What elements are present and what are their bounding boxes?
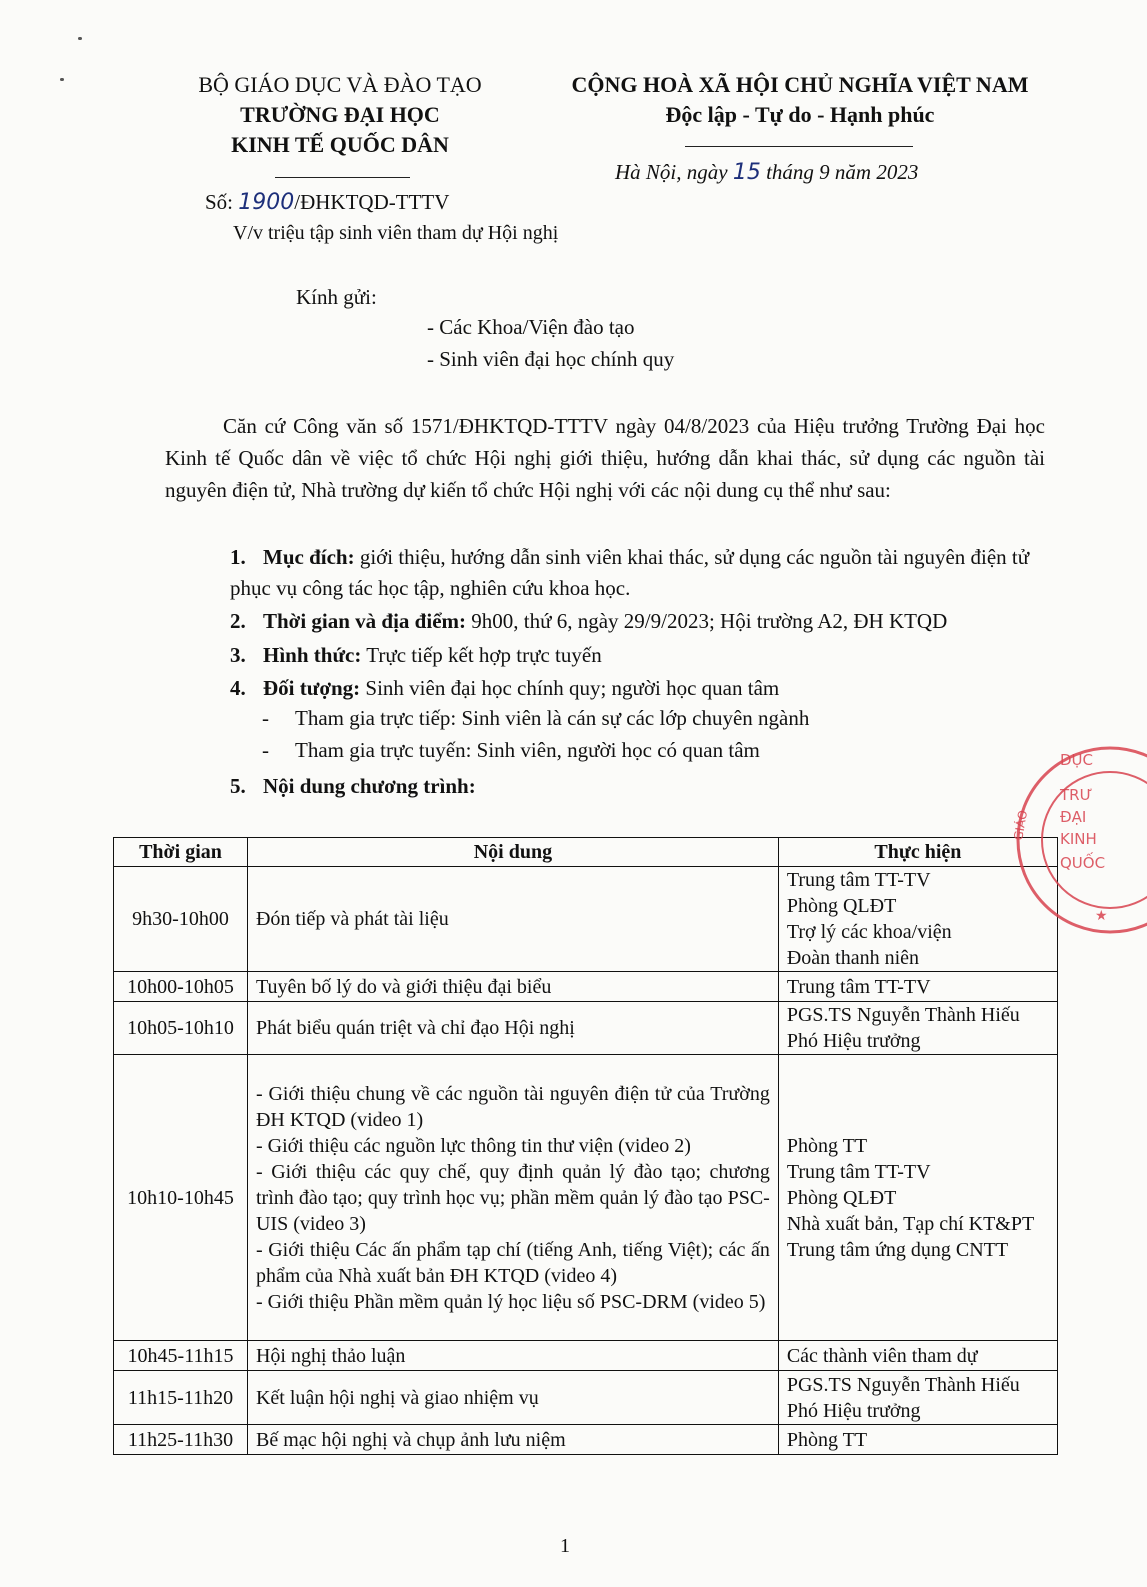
table-row	[114, 1371, 1058, 1425]
table-header-row	[114, 838, 1058, 867]
row-content	[247, 1341, 778, 1371]
row-time: 10h00-10h05	[114, 972, 248, 1002]
table-row	[114, 867, 1058, 972]
content-line: - Giới thiệu chung về các nguồn tài nguyên điện tử của Trường ĐH KTQD (video 1)	[255, 1082, 770, 1131]
row-time: 10h45-11h15	[114, 1341, 248, 1371]
content-line: Đón tiếp và phát tài liệu	[255, 908, 449, 930]
executor-line: Trung tâm TT-TV	[786, 869, 931, 891]
row-time: 10h10-10h45	[114, 1055, 248, 1341]
date-suffix: tháng 9 năm 2023	[766, 160, 919, 184]
seal-text: GIÁO	[1011, 809, 1031, 842]
content-line: Bế mạc hội nghị và chụp ảnh lưu niệm	[255, 1428, 566, 1451]
date-prefix: Hà Nội, ngày	[615, 160, 728, 184]
issuer-block	[170, 70, 510, 160]
item-label: Nội dung chương trình:	[263, 774, 476, 798]
row-time: 11h25-11h30	[114, 1425, 248, 1455]
numbered-item	[230, 771, 1060, 802]
table-row	[114, 1425, 1058, 1455]
page-number: 1	[560, 1535, 570, 1557]
content-line: - Giới thiệu Phần mềm quản lý học liệu số PSC-DRM (video 5)	[255, 1290, 766, 1313]
intro-paragraph	[165, 410, 1045, 506]
numbered-item	[230, 606, 1060, 637]
content-line: - Giới thiệu các nguồn lực thông tin thư viện (video 2)	[255, 1134, 691, 1157]
row-content	[247, 1055, 778, 1341]
row-content	[247, 867, 778, 972]
sub-item-text: Tham gia trực tuyến: Sinh viên, người học có quan tâm	[295, 738, 760, 762]
seal-text: KINH	[1060, 830, 1097, 848]
national-motto: Độc lập - Tự do - Hạnh phúc	[665, 102, 935, 127]
row-time: 10h05-10h10	[114, 1002, 248, 1055]
seal-text: DỤC	[1060, 751, 1094, 769]
content-line: Hội nghị thảo luận	[255, 1344, 406, 1367]
row-executor	[778, 972, 1057, 1002]
item-number: 4.	[230, 676, 246, 700]
item-text: Trực tiếp kết hợp trực tuyến	[361, 643, 602, 667]
item-label: Đối tượng:	[263, 676, 361, 700]
header-time: Thời gian	[114, 838, 248, 867]
executor-line: Trợ lý các khoa/viện	[786, 921, 952, 943]
issuer-underline	[275, 177, 410, 178]
seal-text: TRƯ	[1060, 786, 1093, 804]
seal-star-icon: ★	[1095, 908, 1108, 924]
doc-number-prefix: Số:	[205, 190, 234, 214]
university-name-line1: TRƯỜNG ĐẠI HỌC	[240, 102, 440, 127]
salutation: Kính gửi:	[296, 285, 377, 309]
recipient-item: - Các Khoa/Viện đào tạo	[427, 315, 635, 339]
seal-text: QUỐC	[1060, 854, 1106, 872]
item-text: Sinh viên đại học chính quy; người học quan tâm	[360, 676, 780, 700]
national-title: CỘNG HOÀ XÃ HỘI CHỦ NGHĨA VIỆT NAM	[571, 72, 1029, 97]
sub-item-dash: -	[262, 706, 269, 730]
document-number	[205, 190, 449, 215]
item-label: Mục đích:	[263, 545, 355, 569]
executor-line: Trung tâm ứng dụng CNTT	[786, 1238, 1009, 1261]
doc-number-suffix: /ĐHKTQD-TTTV	[294, 190, 450, 214]
executor-line: Phó Hiệu trưởng	[786, 1399, 921, 1422]
item-label: Thời gian và địa điểm:	[263, 609, 466, 633]
row-executor	[778, 1002, 1057, 1055]
executor-line: Phòng TT	[786, 1428, 868, 1451]
table-row	[114, 972, 1058, 1002]
intro-text: Căn cứ Công văn số 1571/ĐHKTQD-TTTV ngày 04/8/2023 của Hiệu trưởng Trường Đại học Kinh tế Quốc dân về việc tổ chức Hội nghị giới thiệu, hướng dẫn khai thác, sử dụng các nguồn tài nguyên điện tử, Nhà trường dự kiến tổ chức Hội nghị với các nội dung cụ thể như sau:	[165, 414, 1045, 502]
recipient-item: - Sinh viên đại học chính quy	[427, 347, 675, 371]
executor-line: Đoàn thanh niên	[786, 947, 920, 969]
executor-line: Nhà xuất bản, Tạp chí KT&PT	[786, 1212, 1035, 1235]
ministry-name: BỘ GIÁO DỤC VÀ ĐÀO TẠO	[198, 72, 482, 97]
executor-line: Phòng QLĐT	[786, 1186, 897, 1209]
official-seal-stamp	[1005, 740, 1147, 935]
table-row	[114, 1055, 1058, 1341]
sub-item-text: Tham gia trực tiếp: Sinh viên là cán sự các lớp chuyên ngành	[295, 706, 810, 730]
program-table	[113, 837, 1058, 1455]
doc-number-handwritten: 1900	[238, 190, 295, 215]
row-time: 11h15-11h20	[114, 1371, 248, 1425]
row-content	[247, 1002, 778, 1055]
sub-item	[262, 738, 760, 763]
row-content	[247, 972, 778, 1002]
row-executor	[778, 1425, 1057, 1455]
item-number: 1.	[230, 545, 246, 569]
executor-line: PGS.TS Nguyễn Thành Hiếu	[786, 1004, 1020, 1026]
item-text: giới thiệu, hướng dẫn sinh viên khai thác, sử dụng các nguồn tài nguyên điện tử phục vụ công tác học tập, nghiên cứu khoa học.	[230, 545, 1030, 600]
header-content: Nội dung	[247, 838, 778, 867]
executor-line: Trung tâm TT-TV	[786, 975, 931, 998]
university-name-line2: KINH TẾ QUỐC DÂN	[231, 132, 449, 157]
scan-speck	[78, 37, 82, 40]
item-number: 2.	[230, 609, 246, 633]
content-line: Tuyên bố lý do và giới thiệu đại biểu	[255, 975, 552, 998]
row-content	[247, 1371, 778, 1425]
item-label: Hình thức:	[263, 643, 362, 667]
item-text: 9h00, thứ 6, ngày 29/9/2023; Hội trường A2, ĐH KTQD	[466, 609, 948, 633]
date-day-handwritten: 15	[732, 160, 761, 185]
executor-line: Các thành viên tham dự	[786, 1344, 978, 1367]
sub-item	[262, 706, 809, 731]
content-line: Kết luận hội nghị và giao nhiệm vụ	[255, 1386, 539, 1409]
numbered-item	[230, 640, 1060, 671]
executor-line: Phòng TT	[786, 1134, 868, 1157]
scan-speck	[60, 78, 64, 81]
executor-line: PGS.TS Nguyễn Thành Hiếu	[786, 1373, 1020, 1396]
row-executor	[778, 1371, 1057, 1425]
item-number: 5.	[230, 774, 246, 798]
seal-text: ĐẠI	[1060, 808, 1087, 826]
row-time: 9h30-10h00	[114, 867, 248, 972]
executor-line: Phó Hiệu trưởng	[786, 1030, 921, 1052]
header-executor: Thực hiện	[778, 838, 1057, 867]
content-line: Phát biểu quán triệt và chỉ đạo Hội nghị	[255, 1017, 575, 1039]
content-line: - Giới thiệu Các ấn phẩm tạp chí (tiếng Anh, tiếng Việt); các ấn phẩm của Nhà xuất bản ĐH KTQD (video 4)	[255, 1238, 770, 1287]
issue-date	[615, 160, 918, 185]
motto-underline	[685, 146, 913, 147]
row-executor	[778, 1055, 1057, 1341]
item-number: 3.	[230, 643, 246, 667]
content-line: - Giới thiệu các quy chế, quy định quản lý đào tạo; chương trình đào tạo; quy trình học vụ; phần mềm quản lý đào tạo PSC-UIS (video 3)	[255, 1160, 770, 1235]
table-row	[114, 1002, 1058, 1055]
national-header	[560, 70, 1040, 130]
row-executor	[778, 1341, 1057, 1371]
row-content	[247, 1425, 778, 1455]
executor-line: Trung tâm TT-TV	[786, 1160, 931, 1183]
numbered-item	[230, 542, 1060, 604]
numbered-item	[230, 673, 1060, 704]
table-row	[114, 1341, 1058, 1371]
executor-line: Phòng QLĐT	[786, 895, 897, 917]
sub-item-dash: -	[262, 738, 269, 762]
document-subject: V/v triệu tập sinh viên tham dự Hội nghị	[233, 222, 559, 244]
